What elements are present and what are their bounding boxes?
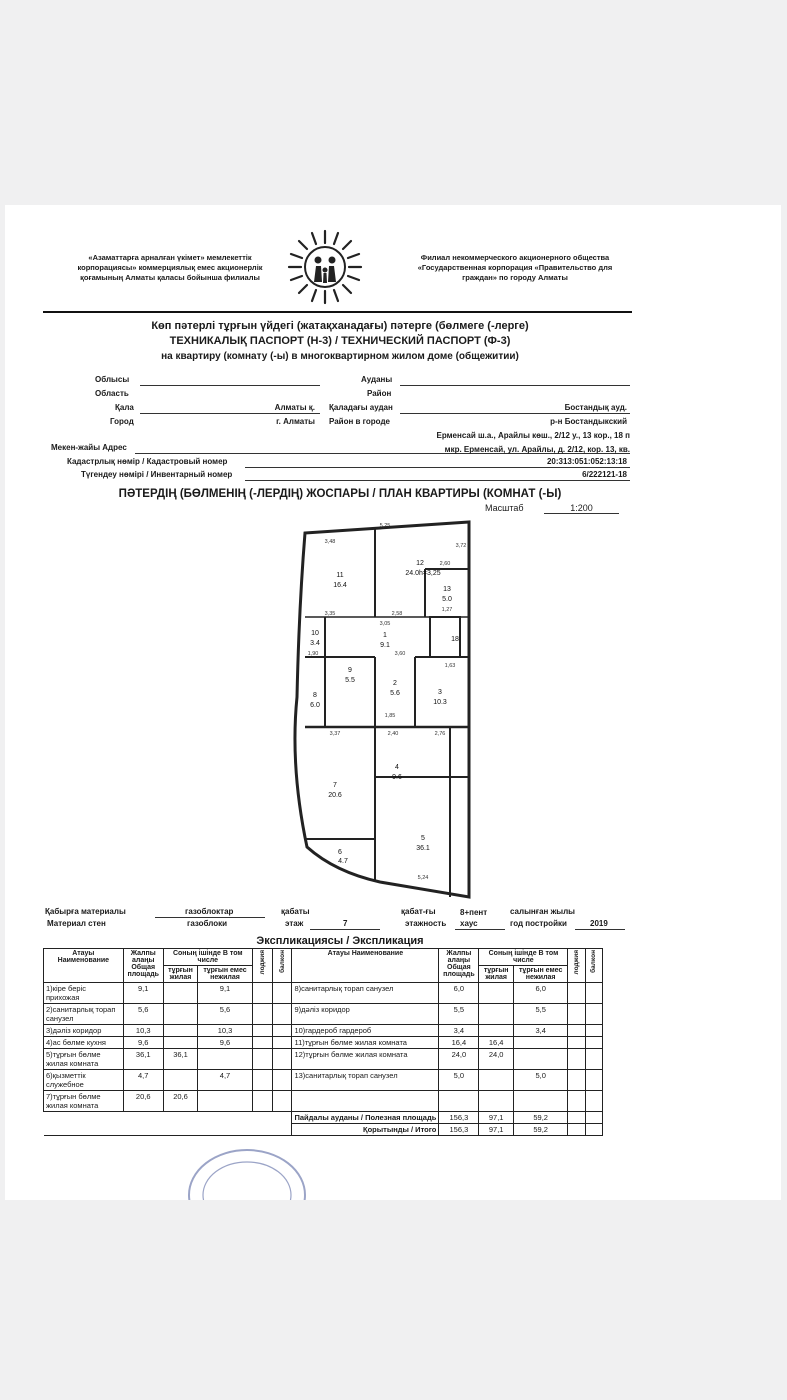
room-4-no: 4 (395, 764, 399, 771)
wall-material-label-kz: Қабырға материалы (45, 907, 126, 916)
wall-material-kz: газоблоктар (185, 907, 234, 916)
dim-3-37: 3,37 (329, 731, 341, 737)
bottom-blank-area (0, 1204, 787, 1400)
dim-2-76: 2,76 (434, 731, 446, 737)
right-total-cell: 5,0 (439, 1070, 479, 1091)
useful-living: 97,1 (479, 1112, 513, 1124)
left-name-cell: 4)ас бөлме кухня (44, 1037, 124, 1049)
dim-3-72: 3,72 (455, 543, 467, 549)
header-row-1 (44, 949, 603, 966)
oblys-underline (140, 385, 320, 386)
top-blank-area (0, 0, 787, 198)
wall-material-underline (155, 917, 265, 918)
left-living-cell (163, 1070, 197, 1091)
left-living-cell: 36,1 (163, 1049, 197, 1070)
right-living-cell (479, 983, 513, 1004)
address-kz: Ерменсай ш.а., Арайлы көш., 2/12 у., 13 кор., 18 п (436, 431, 630, 440)
address-label: Мекен-жайы Адрес (51, 443, 127, 452)
right-living-cell: 24,0 (479, 1049, 513, 1070)
title-passport: ТЕХНИКАЛЫҚ ПАСПОРТ (Н-3) / ТЕХНИЧЕСКИЙ ПАСПОРТ (Ф-3) (169, 335, 511, 347)
col-balcony-header: балкон (272, 949, 292, 983)
room-6-area: 4.7 (338, 858, 348, 865)
inventory-value: 6/222121-18 (582, 470, 627, 479)
table-row (44, 1091, 603, 1112)
right-name-cell: 10)гардероб гардероб (292, 1025, 439, 1037)
useful-nonliving: 59,2 (513, 1112, 568, 1124)
dim-3-60: 3,60 (394, 651, 406, 657)
left-nonliving-cell (198, 1049, 253, 1070)
explication-table (43, 948, 603, 1136)
floor-label-ru: этаж (285, 919, 304, 928)
col-incl-header: Соның ішінде В том числе (163, 949, 252, 966)
inventory-underline (245, 480, 630, 481)
scale-indicator (485, 503, 619, 514)
qaladagy-audan-underline (400, 413, 630, 414)
right-total-cell: 16,4 (439, 1037, 479, 1049)
right-name-cell: 13)санитарлық торап санузел (292, 1070, 439, 1091)
room-11-area: 16.4 (333, 582, 347, 589)
col-balcony-header-2: балкон (585, 949, 602, 983)
right-nonliving-cell: 3,4 (513, 1025, 568, 1037)
scale-label: Масштаб (485, 503, 524, 513)
right-name-cell: 11)тұрғын бөлме жилая комната (292, 1037, 439, 1049)
left-total-cell: 5,6 (123, 1004, 163, 1025)
left-total-cell: 4,7 (123, 1070, 163, 1091)
left-nonliving-cell (198, 1091, 253, 1112)
total-row (44, 1124, 603, 1136)
right-total-cell: 6,0 (439, 983, 479, 1004)
technical-passport-sheet (5, 205, 781, 1200)
floor-value: 7 (343, 919, 348, 928)
room-2-area: 5.6 (390, 690, 400, 697)
right-living-cell (479, 1070, 513, 1091)
qala-value: Алматы қ. (274, 403, 315, 412)
room-13-area: 5.0 (442, 596, 452, 603)
room-18-no: 18 (451, 636, 459, 643)
address-ru: мкр. Ерменсай, ул. Арайлы, д. 2/12, кор. 13, кв. (444, 445, 630, 454)
audany-label: Ауданы (361, 375, 393, 384)
useful-total: 156,3 (439, 1112, 479, 1124)
col-incl-header-2: Соның ішінде В том числе (479, 949, 568, 966)
dim-2-60: 2,60 (439, 561, 451, 567)
right-total-cell: 5,5 (439, 1004, 479, 1025)
right-nonliving-cell: 5,0 (513, 1070, 568, 1091)
room-12-no: 12 (416, 560, 424, 567)
left-name-cell: 2)санитарлық торап санузел (44, 1004, 124, 1025)
left-total-cell: 20,6 (123, 1091, 163, 1112)
floor-plan (285, 517, 495, 902)
header-right-org: Филиал некоммерческого акционерного общества «Государственная корпорация «Правительство для граждан» по городу Алматы (417, 253, 613, 282)
left-name-cell: 5)тұрғын бөлме жилая комната (44, 1049, 124, 1070)
col-loggia-header: лоджия (252, 949, 272, 983)
col-living-header-2: тұрғын жилая (479, 966, 513, 983)
right-living-cell (479, 1025, 513, 1037)
col-nonliving-header: тұрғын емес нежилая (198, 966, 253, 983)
right-total-cell: 24,0 (439, 1049, 479, 1070)
oblys-label: Облысы (95, 375, 130, 384)
dim-2-40: 2,40 (387, 731, 399, 737)
col-total-header: Жалпы алаңы Общая площадь (123, 949, 163, 983)
header-left-org: «Азаматтарға арналған үкімет» мемлекеттік корпорациясы» коммерциялық емес акционерлік қоғамының Алматы қаласы бойынша филиалы (77, 253, 263, 282)
total-label: Қорытынды / Итого (292, 1124, 439, 1136)
left-total-cell: 36,1 (123, 1049, 163, 1070)
floors-value: 8+пент хаус (460, 908, 488, 928)
left-name-cell: 3)дәліз коридор (44, 1025, 124, 1037)
sun-family-logo-icon (285, 227, 365, 307)
left-living-cell: 20,6 (163, 1091, 197, 1112)
room-7-area: 20.6 (328, 792, 342, 799)
room-10-no: 10 (311, 630, 319, 637)
left-living-cell (163, 983, 197, 1004)
raion-v-gorode-label: Район в городе (329, 417, 390, 426)
dim-1-85: 1,85 (384, 713, 396, 719)
right-nonliving-cell (513, 1049, 568, 1070)
dim-3-35: 3,35 (324, 611, 336, 617)
grand-living: 97,1 (479, 1124, 513, 1136)
dim-3-05: 3,05 (379, 621, 391, 627)
plan-title: ПӘТЕРДІҢ (БӨЛМЕНІҢ (-ЛЕРДІҢ) ЖОСПАРЫ / ПЛАН КВАРТИРЫ (КОМНАТ (-Ы) (118, 488, 562, 500)
room-5-no: 5 (421, 835, 425, 842)
cadastral-label: Кадастрлық нөмір / Кадастровый номер (67, 457, 228, 466)
left-name-cell: 6)қызметтік служебное (44, 1070, 124, 1091)
room-10-area: 3.4 (310, 640, 320, 647)
left-living-cell (163, 1037, 197, 1049)
room-11-no: 11 (336, 572, 344, 579)
table-row (44, 1070, 603, 1091)
built-label-ru: год постройки (510, 919, 567, 928)
header-divider (43, 311, 632, 313)
floors-label-ru: этажность (405, 919, 447, 928)
right-living-cell: 16,4 (479, 1037, 513, 1049)
col-nonliving-header-2: тұрғын емес нежилая (513, 966, 568, 983)
explication-title: Экспликациясы / Экспликация (256, 935, 424, 947)
audany-underline (400, 385, 630, 386)
right-name-cell: 9)дәліз коридор (292, 1004, 439, 1025)
wall-material-label-ru: Материал стен (47, 919, 106, 928)
left-total-cell: 9,6 (123, 1037, 163, 1049)
room-2-no: 2 (393, 680, 397, 687)
dim-1-63: 1,63 (444, 663, 456, 669)
qala-label: Қала (115, 403, 134, 412)
room-8-area: 6.0 (310, 702, 320, 709)
col-total-header-2: Жалпы алаңы Общая площадь (439, 949, 479, 983)
oblast-label: Область (95, 389, 129, 398)
dim-1-27: 1,27 (441, 607, 453, 613)
cadastral-underline (245, 467, 630, 468)
dim-2-58: 2,58 (391, 611, 403, 617)
qaladagy-audan-label: Қаладағы аудан (329, 403, 393, 412)
left-nonliving-cell: 5,6 (198, 1004, 253, 1025)
built-underline (575, 929, 625, 930)
dim-1-90: 1,90 (307, 651, 319, 657)
left-nonliving-cell: 10,3 (198, 1025, 253, 1037)
cadastral-value: 20:313:051:052:13:18 (546, 457, 627, 466)
dim-5-24-bottom: 5,24 (417, 875, 429, 881)
left-nonliving-cell: 9,6 (198, 1037, 253, 1049)
right-nonliving-cell: 6,0 (513, 983, 568, 1004)
dim-5-25: 5,25 (379, 523, 391, 529)
built-value: 2019 (590, 919, 608, 928)
floors-underline (455, 929, 505, 930)
room-1-area: 9.1 (380, 642, 390, 649)
left-living-cell (163, 1004, 197, 1025)
right-name-cell: 12)тұрғын бөлме жилая комната (292, 1049, 439, 1070)
room-7-no: 7 (333, 782, 337, 789)
official-stamp-icon (185, 1145, 310, 1200)
right-total-cell: 3,4 (439, 1025, 479, 1037)
grand-nonliving: 59,2 (513, 1124, 568, 1136)
col-living-header: тұрғын жилая (163, 966, 197, 983)
col-name-header-2: Атауы Наименование (292, 949, 439, 983)
room-4-area: 9.6 (392, 774, 402, 781)
title-kz-line: Көп пәтерлі тұрғын үйдегі (жатақханадағы) пәтерге (бөлмеге (-лерге) (151, 320, 529, 332)
room-12-area: 24.0h=3,25 (405, 570, 441, 577)
title-ru-line: на квартиру (комнату (-ы) в многоквартирном жилом доме (общежитии) (161, 351, 519, 362)
room-8-no: 8 (313, 692, 317, 699)
dim-3-48: 3,48 (324, 539, 336, 545)
floor-label-kz: қабаты (281, 907, 310, 916)
table-row (44, 1004, 603, 1025)
left-total-cell: 10,3 (123, 1025, 163, 1037)
wall-material-ru: газоблоки (187, 919, 228, 928)
qaladagy-audan-value: Бостандық ауд. (564, 403, 627, 412)
right-nonliving-cell (513, 1037, 568, 1049)
room-1-no: 1 (383, 632, 387, 639)
room-3-area: 10.3 (433, 699, 447, 706)
left-nonliving-cell: 4,7 (198, 1070, 253, 1091)
qala-underline (140, 413, 320, 414)
room-3-no: 3 (438, 689, 442, 696)
room-9-area: 5.5 (345, 677, 355, 684)
floors-label-kz: қабат-ғы (401, 907, 436, 916)
table-row (44, 1049, 603, 1070)
room-5-area: 36.1 (416, 845, 430, 852)
table-row (44, 1037, 603, 1049)
useful-area-label: Пайдалы ауданы / Полезная площадь (292, 1112, 439, 1124)
floor-underline (310, 929, 380, 930)
room-13-no: 13 (443, 586, 451, 593)
inventory-label: Түгендеу нөмірі / Инвентарный номер (81, 470, 233, 479)
left-nonliving-cell: 9,1 (198, 983, 253, 1004)
gorod-label: Город (110, 417, 134, 426)
built-label-kz: салынған жылы (510, 907, 575, 916)
raion-label: Район (367, 389, 392, 398)
table-row (44, 983, 603, 1004)
right-name-cell: 8)санитарлық торап санузел (292, 983, 439, 1004)
left-name-cell: 7)тұрғын бөлме жилая комната (44, 1091, 124, 1112)
grand-total: 156,3 (439, 1124, 479, 1136)
left-name-cell: 1)кіре беріс прихожая (44, 983, 124, 1004)
col-name-header: Атауы Наименование (44, 949, 124, 983)
useful-area-row (44, 1112, 603, 1124)
gorod-value: г. Алматы (276, 417, 315, 426)
raion-v-gorode-value: р-н Бостандыкский (550, 417, 627, 426)
right-living-cell (479, 1004, 513, 1025)
scale-value: 1:200 (544, 503, 619, 514)
room-9-no: 9 (348, 667, 352, 674)
left-total-cell: 9,1 (123, 983, 163, 1004)
left-living-cell (163, 1025, 197, 1037)
right-nonliving-cell: 5,5 (513, 1004, 568, 1025)
col-loggia-header-2: лоджия (568, 949, 585, 983)
room-6-no: 6 (338, 849, 342, 856)
table-row (44, 1025, 603, 1037)
